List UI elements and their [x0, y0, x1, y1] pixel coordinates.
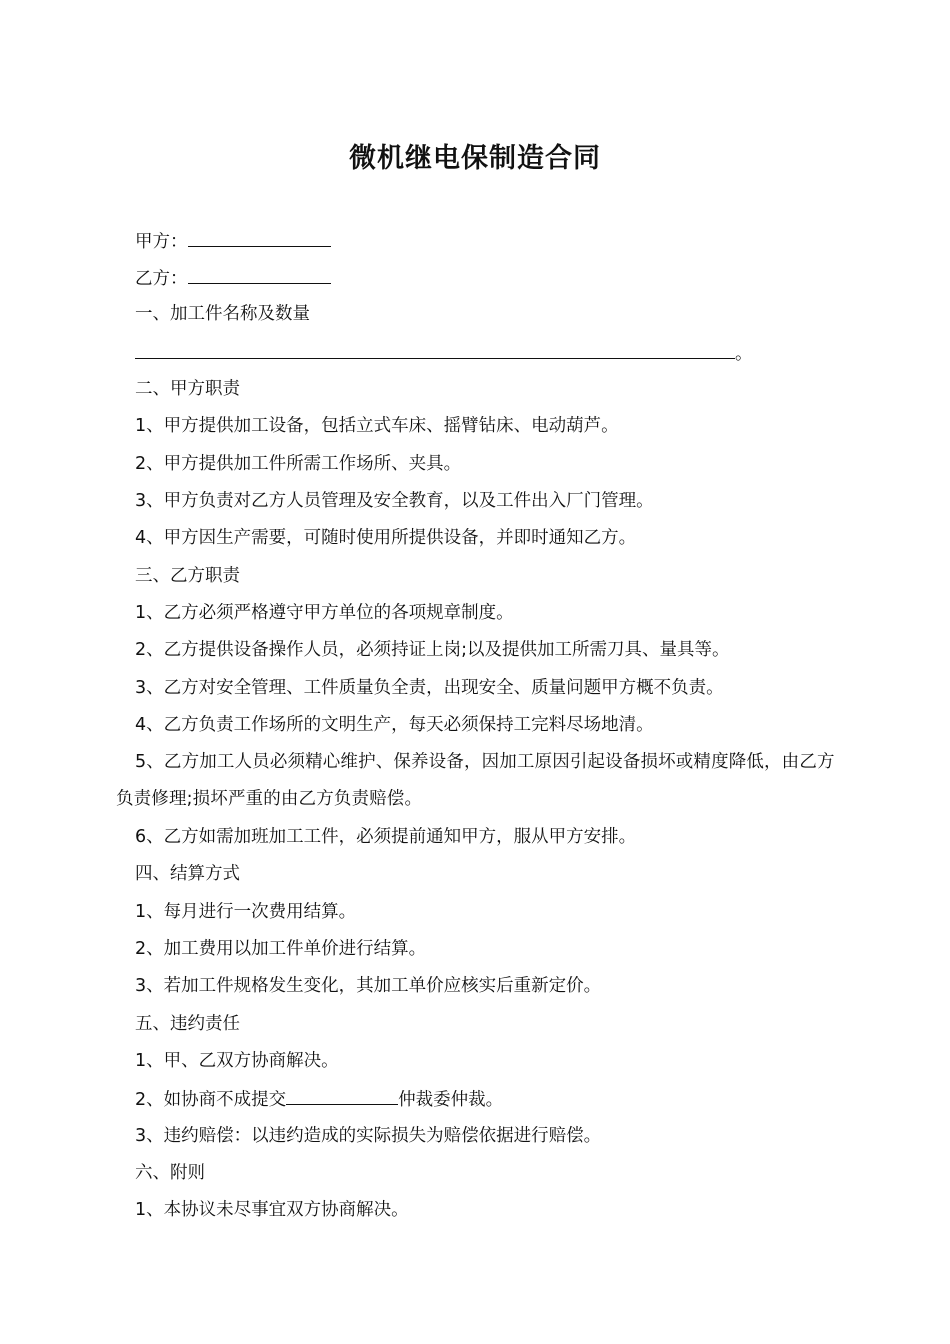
section-3-heading: 三、乙方职责: [135, 566, 240, 586]
section-2-item-2: 2、甲方提供加工件所需工作场所、夹具。: [135, 454, 462, 474]
section-5-item-2: [135, 1086, 503, 1112]
party-a-label: 甲方：: [135, 232, 188, 252]
section-2-heading: 二、甲方职责: [135, 379, 240, 399]
section-3-item-4: 4、乙方负责工作场所的文明生产，每天必须保持工完料尽场地清。: [135, 715, 654, 735]
section-4-item-1: 1、每月进行一次费用结算。: [135, 902, 357, 922]
party-b-line: [135, 265, 331, 291]
party-a-blank[interactable]: [188, 228, 331, 247]
section-2-item-1: 1、甲方提供加工设备，包括立式车床、摇臂钻床、电动葫芦。: [135, 416, 619, 436]
section-3-item-5: 5、乙方加工人员必须精心维护、保养设备，因加工原因引起设备损坏或精度降低，由乙方负责修理;损坏严重的由乙方负责赔偿。: [116, 752, 835, 809]
section-5-item-2-suffix: 仲裁委仲裁。: [398, 1090, 504, 1110]
section-1-heading: 一、加工件名称及数量: [135, 304, 310, 324]
section-3-item-6: 6、乙方如需加班加工工件，必须提前通知甲方，服从甲方安排。: [135, 827, 637, 847]
section-5-item-2-prefix: 2、如协商不成提交: [135, 1090, 287, 1110]
party-b-label: 乙方：: [135, 269, 188, 289]
document-title: 微机继电保制造合同: [349, 143, 601, 174]
section-4-item-3: 3、若加工件规格发生变化，其加工单价应核实后重新定价。: [135, 976, 602, 996]
section-3-item-2: 2、乙方提供设备操作人员，必须持证上岗;以及提供加工所需刀具、量具等。: [135, 640, 730, 660]
section-5-item-3: 3、违约赔偿：以违约造成的实际损失为赔偿依据进行赔偿。: [135, 1126, 602, 1146]
section-1-period: 。: [735, 344, 753, 364]
section-3-item-1: 1、乙方必须严格遵守甲方单位的各项规章制度。: [135, 603, 514, 623]
item-name-quantity-blank[interactable]: [135, 340, 735, 359]
section-2-item-4: 4、甲方因生产需要，可随时使用所提供设备，并即时通知乙方。: [135, 528, 637, 548]
party-a-line: [135, 228, 331, 254]
section-6-heading: 六、附则: [135, 1163, 205, 1183]
section-3-item-3: 3、乙方对安全管理、工件质量负全责，出现安全、质量问题甲方概不负责。: [135, 678, 724, 698]
section-1-blank-line: [135, 340, 753, 366]
section-2-item-3: 3、甲方负责对乙方人员管理及安全教育，以及工件出入厂门管理。: [135, 491, 654, 511]
section-5-heading: 五、违约责任: [135, 1014, 240, 1034]
party-b-blank[interactable]: [188, 265, 331, 284]
section-4-heading: 四、结算方式: [135, 864, 240, 884]
section-4-item-2: 2、加工费用以加工件单价进行结算。: [135, 939, 427, 959]
section-6-item-1: 1、本协议未尽事宜双方协商解决。: [135, 1200, 409, 1220]
section-5-item-1: 1、甲、乙双方协商解决。: [135, 1051, 339, 1071]
arbitration-commission-blank[interactable]: [286, 1086, 398, 1105]
